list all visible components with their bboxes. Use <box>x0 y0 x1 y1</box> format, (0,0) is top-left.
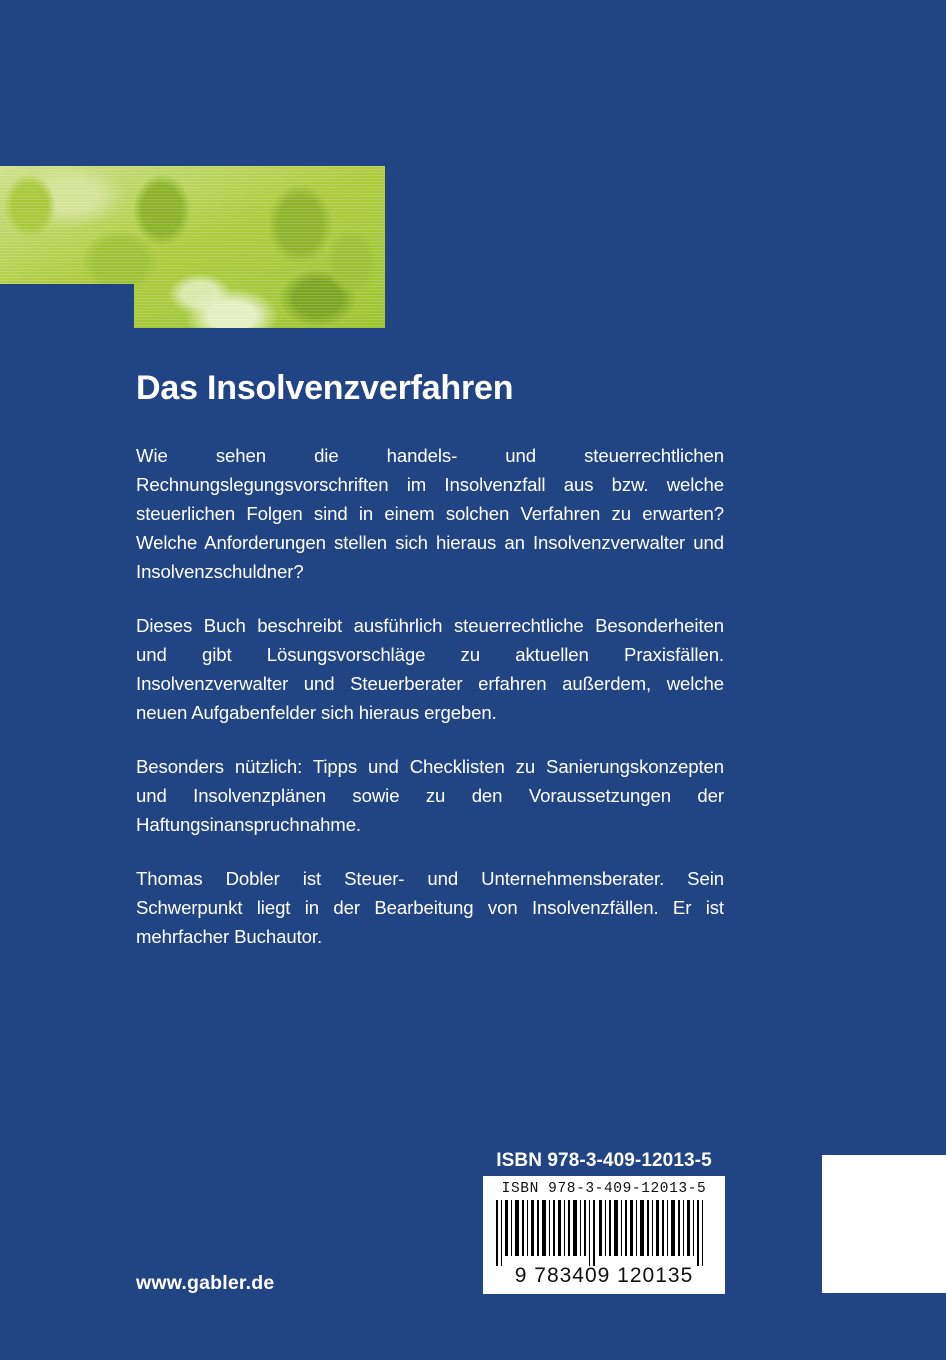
isbn-heading: ISBN 978-3-409-12013-5 <box>496 1150 712 1171</box>
cover-photo-duotone <box>0 166 385 328</box>
page-title: Das Insolvenzverfahren <box>136 369 514 407</box>
isbn-block <box>483 1150 725 1294</box>
blurb-paragraph-1: Wie sehen die handels- und steuerrechtlichen Rechnungslegungsvorschriften im Insolvenzfall aus bzw. welche steuerlichen Folgen sind in einem solchen Verfahren zu erwarten? Welche Anforderungen stellen sich hieraus an Insolvenzverwalter und Insolvenzschuldner? <box>136 445 724 582</box>
publisher-url[interactable]: www.gabler.de <box>136 1272 275 1294</box>
blurb-paragraph-2: Dieses Buch beschreibt ausführlich steuerrechtliche Besonderheiten und gibt Lösungsvorschläge zu aktuellen Praxisfällen. Insolvenzverwalter und Steuerberater erfahren außerdem, welche neuen Aufgabenfelder sich hieraus ergeben. <box>136 615 724 723</box>
barcode-bars-icon <box>492 1200 716 1266</box>
blurb-text <box>136 441 724 951</box>
blurb-paragraph-4-author-bio: Thomas Dobler ist Steuer- und Unternehmensberater. Sein Schwerpunkt liegt in der Bearbeitung von Insolvenzfällen. Er ist mehrfacher Buchautor. <box>136 868 724 947</box>
blurb-paragraph-3: Besonders nützlich: Tipps und Checklisten zu Sanierungskonzepten und Insolvenzplänen sowie zu den Voraussetzungen der Haftungsinanspruchnahme. <box>136 756 724 835</box>
cover-photo-image <box>0 166 385 328</box>
white-block <box>822 1155 946 1293</box>
barcode-ean-digits: 9 783409 120135 <box>514 1264 694 1287</box>
barcode-isbn-label: ISBN 978-3-409-12013-5 <box>501 1181 707 1197</box>
barcode-panel <box>483 1176 725 1294</box>
